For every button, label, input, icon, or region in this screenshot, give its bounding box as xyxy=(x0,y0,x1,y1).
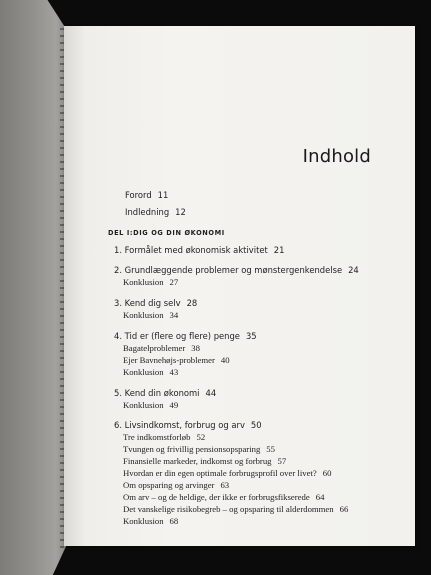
toc-page: 68 xyxy=(169,516,179,526)
toc-label: 1. Formålet med økonomisk aktivitet xyxy=(114,245,268,255)
toc-chapter-4 xyxy=(114,332,257,340)
toc-label: Konklusion xyxy=(123,516,164,526)
toc-page: 24 xyxy=(348,265,359,275)
toc-label: 5. Kend din økonomi xyxy=(114,388,200,398)
toc-page: 11 xyxy=(157,190,169,200)
toc-sub-2-1 xyxy=(123,278,178,287)
left-page-edge xyxy=(0,0,66,575)
toc-label: Tre indkomstforløb xyxy=(123,432,191,442)
toc-sub-6-4 xyxy=(123,469,331,478)
part-heading: DEL I:DIG OG DIN ØKONOMI xyxy=(108,229,225,237)
toc-page: 28 xyxy=(186,298,198,308)
toc-sub-6-3 xyxy=(123,457,286,466)
toc-sub-6-6 xyxy=(123,493,324,502)
toc-page: 44 xyxy=(205,388,217,398)
toc-sub-6-5 xyxy=(123,481,229,490)
toc-page: 35 xyxy=(245,331,257,341)
toc-chapter-6 xyxy=(114,421,262,429)
toc-page: 49 xyxy=(169,400,179,410)
toc-label: Ejer Bavnehøjs-problemer xyxy=(123,355,215,365)
toc-label: 3. Kend dig selv xyxy=(114,298,181,308)
toc-page: 63 xyxy=(220,480,230,490)
toc-page: 38 xyxy=(191,343,200,353)
toc-page: 64 xyxy=(315,492,325,502)
toc-page: 50 xyxy=(250,420,262,430)
toc-label: Finansielle markeder, indkomst og forbrug xyxy=(123,456,272,466)
toc-chapter-1 xyxy=(114,246,284,254)
toc-label: Om arv – og de heldige, der ikke er forbrugsfikserede xyxy=(123,492,310,502)
toc-page: 57 xyxy=(277,456,287,466)
toc-chapter-3 xyxy=(114,299,197,307)
toc-sub-6-7 xyxy=(123,505,348,514)
toc-page: 40 xyxy=(220,355,230,365)
toc-sub-6-2 xyxy=(123,445,275,454)
toc-page: 55 xyxy=(266,444,275,454)
toc-label: Konklusion xyxy=(123,277,164,287)
toc-page: 60 xyxy=(322,468,332,478)
toc-sub-4-1 xyxy=(123,344,200,353)
toc-page: 66 xyxy=(339,504,349,514)
toc-sub-6-1 xyxy=(123,433,205,442)
toc-label: Hvordan er din egen optimale forbrugsprofil over livet? xyxy=(123,468,317,478)
toc-label: Forord xyxy=(125,190,152,200)
toc-label: 2. Grundlæggende problemer og mønstergenkendelse xyxy=(114,265,343,275)
toc-sub-4-2 xyxy=(123,356,230,365)
book-page xyxy=(64,26,415,546)
toc-label: 4. Tid er (flere og flere) penge xyxy=(114,331,240,341)
toc-label: Om opsparing og arvinger xyxy=(123,480,215,490)
toc-sub-6-8 xyxy=(123,517,178,526)
toc-entry-forord xyxy=(125,191,168,199)
toc-page: 27 xyxy=(169,277,179,287)
toc-label: Indledning xyxy=(125,207,170,217)
toc-label: Bagatelproblemer xyxy=(123,343,186,353)
toc-label: Det vanskelige risikobegreb – og opsparing til alderdommen xyxy=(123,504,334,514)
toc-sub-4-3 xyxy=(123,368,178,377)
toc-sub-3-1 xyxy=(123,311,178,320)
toc-page: 43 xyxy=(169,367,179,377)
toc-entry-indledning xyxy=(125,208,186,216)
toc-page: 34 xyxy=(169,310,179,320)
toc-label: Konklusion xyxy=(123,400,164,410)
toc-label: 6. Livsindkomst, forbrug og arv xyxy=(114,420,245,430)
toc-sub-5-1 xyxy=(123,401,178,410)
toc-chapter-2 xyxy=(114,266,359,274)
toc-page: 12 xyxy=(175,207,186,217)
toc-label: Konklusion xyxy=(123,367,164,377)
toc-chapter-5 xyxy=(114,389,216,397)
toc-page: 21 xyxy=(273,245,285,255)
toc-label: Konklusion xyxy=(123,310,164,320)
toc-label: Tvungen og frivillig pensionsopsparing xyxy=(123,444,261,454)
page-title: Indhold xyxy=(302,146,371,167)
toc-page: 52 xyxy=(196,432,206,442)
